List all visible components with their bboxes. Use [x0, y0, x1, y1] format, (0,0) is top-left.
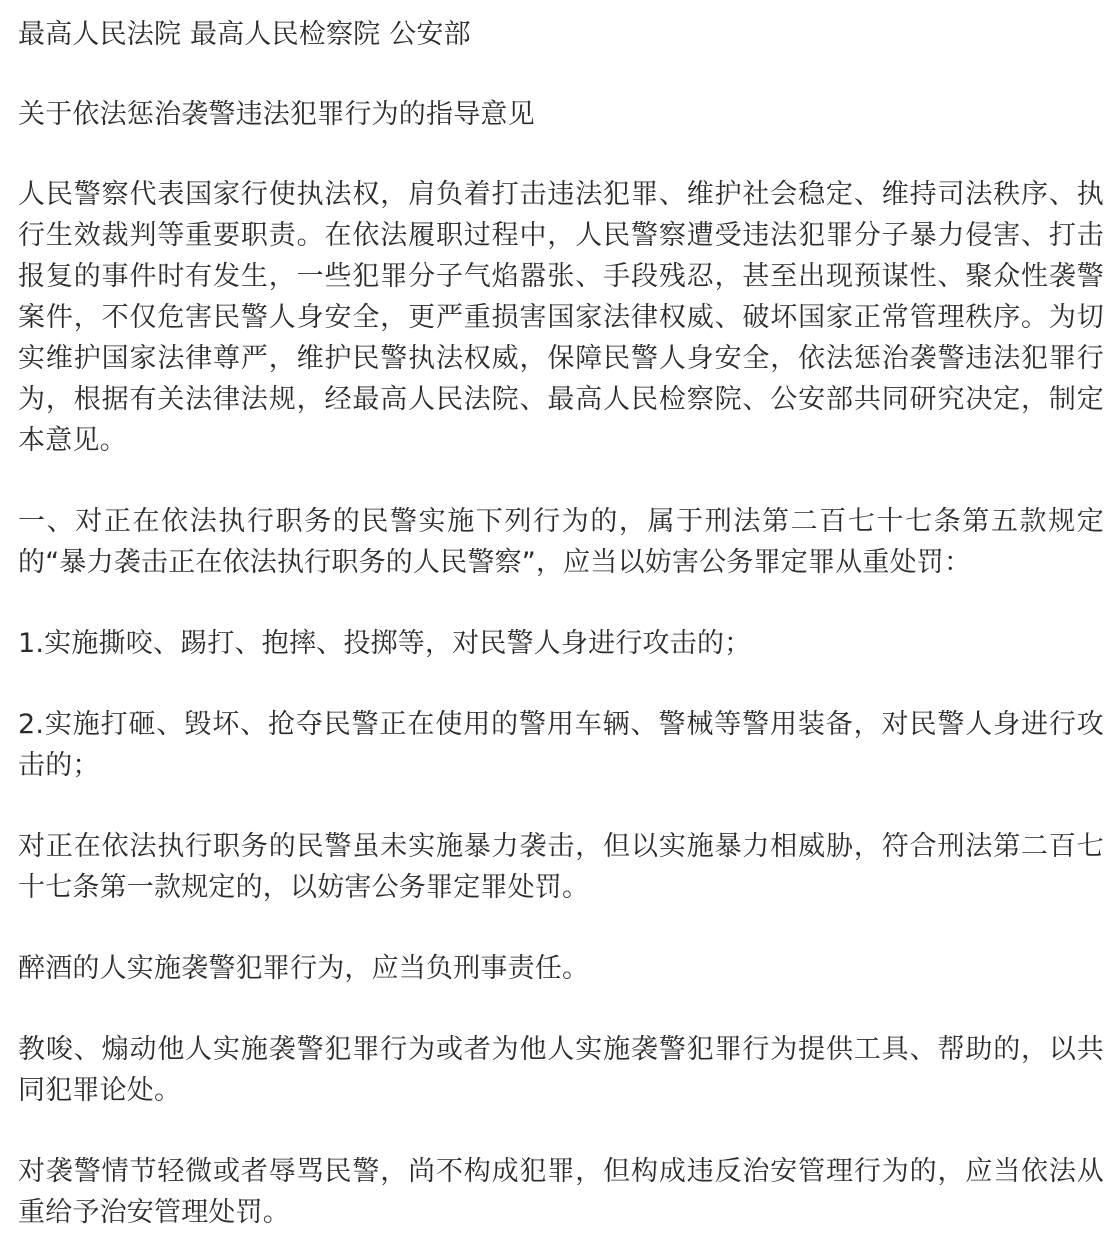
minor-offense-paragraph: 对袭警情节轻微或者辱骂民警，尚不构成犯罪，但构成违反治安管理行为的，应当依法从重给予治安管理处罚。: [18, 1156, 1104, 1228]
list-item-2: 2.实施打砸、毁坏、抢夺民警正在使用的警用车辆、警械等警用装备，对民警人身进行攻击的；: [18, 709, 1104, 781]
document-title: 关于依法惩治袭警违法犯罪行为的指导意见: [18, 99, 535, 130]
article-one-paragraph: 一、对正在依法执行职务的民警实施下列行为的，属于刑法第二百七十七条第五款规定的“暴力袭击正在依法执行职务的人民警察”，应当以妨害公务罪定罪从重处罚：: [18, 506, 1104, 578]
preamble-paragraph: 人民警察代表国家行使执法权，肩负着打击违法犯罪、维护社会稳定、维持司法秩序、执行生效裁判等重要职责。在依法履职过程中，人民警察遭受违法犯罪分子暴力侵害、打击报复的事件时有发生，一些犯罪分子气焰嚣张、手段残忍，甚至出现预谋性、聚众性袭警案件，不仅危害民警人身安全，更严重损害国家法律权威、破坏国家正常管理秩序。为切实维护国家法律尊严，维护民警执法权威，保障民警人身安全，依法惩治袭警违法犯罪行为，根据有关法律法规，经最高人民法院、最高人民检察院、公安部共同研究决定，制定本意见。: [18, 179, 1104, 456]
issuing-authorities: 最高人民法院 最高人民检察院 公安部: [18, 19, 471, 50]
instigation-paragraph: 教唆、煽动他人实施袭警犯罪行为或者为他人实施袭警犯罪行为提供工具、帮助的，以共同犯罪论处。: [18, 1034, 1104, 1106]
document-body: [18, 14, 1104, 1233]
threat-paragraph: 对正在依法执行职务的民警虽未实施暴力袭击，但以实施暴力相威胁，符合刑法第二百七十七条第一款规定的，以妨害公务罪定罪处罚。: [18, 831, 1104, 903]
list-item-1: 1.实施撕咬、踢打、抱摔、投掷等，对民警人身进行攻击的；: [18, 628, 752, 659]
intoxication-paragraph: 醉酒的人实施袭警犯罪行为，应当负刑事责任。: [18, 953, 590, 984]
